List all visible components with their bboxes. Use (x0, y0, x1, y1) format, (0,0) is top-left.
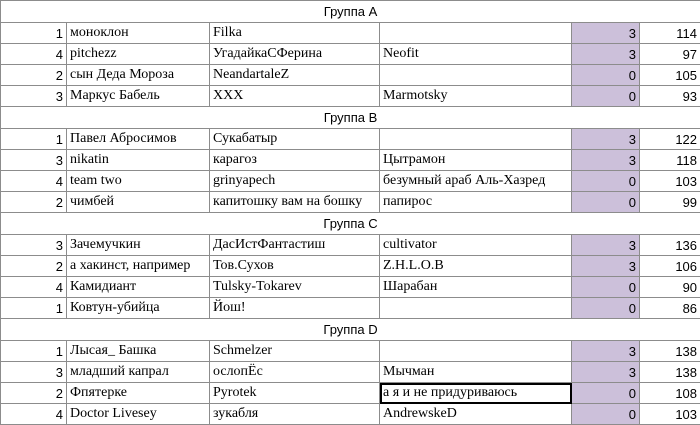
team-cell[interactable]: Doctor Livesey (67, 404, 210, 425)
player2-cell[interactable]: безумный араб Аль-Хазред (380, 171, 572, 192)
player1-cell[interactable]: ослопЁс (210, 362, 380, 383)
seed-cell[interactable]: 2 (1, 256, 67, 277)
seed-cell[interactable]: 3 (1, 150, 67, 171)
table-row (1, 404, 700, 425)
team-cell[interactable]: Павел Абросимов (67, 129, 210, 150)
total-cell[interactable]: 105 (640, 65, 700, 86)
group-header-row (1, 213, 700, 235)
table-row (1, 86, 700, 107)
table-row (1, 277, 700, 298)
seed-cell[interactable]: 2 (1, 383, 67, 404)
player2-cell[interactable]: Мычман (380, 362, 572, 383)
score-cell[interactable]: 0 (572, 404, 640, 425)
seed-cell[interactable]: 4 (1, 404, 67, 425)
table-row (1, 171, 700, 192)
table-row (1, 341, 700, 362)
score-cell[interactable]: 3 (572, 150, 640, 171)
player1-cell[interactable]: капитошку вам на бошку (210, 192, 380, 213)
table-row (1, 235, 700, 256)
group-title[interactable]: Группа В (1, 107, 700, 129)
seed-cell[interactable]: 2 (1, 192, 67, 213)
team-cell[interactable]: Лысая_ Башка (67, 341, 210, 362)
table-row (1, 362, 700, 383)
seed-cell[interactable]: 2 (1, 65, 67, 86)
team-cell[interactable]: чимбей (67, 192, 210, 213)
total-cell[interactable]: 138 (640, 341, 700, 362)
player1-cell[interactable]: Pyrotek (210, 383, 380, 404)
team-cell[interactable]: pitchezz (67, 44, 210, 65)
player2-cell[interactable] (380, 341, 572, 362)
total-cell[interactable]: 97 (640, 44, 700, 65)
player2-cell[interactable] (380, 129, 572, 150)
seed-cell[interactable]: 1 (1, 23, 67, 44)
seed-cell[interactable]: 1 (1, 129, 67, 150)
player1-cell[interactable]: Schmelzer (210, 341, 380, 362)
score-cell[interactable]: 0 (572, 192, 640, 213)
team-cell[interactable]: Маркус Бабель (67, 86, 210, 107)
group-title[interactable]: Группа D (1, 319, 700, 341)
score-cell[interactable]: 3 (572, 23, 640, 44)
score-cell[interactable]: 3 (572, 129, 640, 150)
group-title[interactable]: Группа А (1, 1, 700, 23)
player1-cell[interactable]: ДасИстФантастиш (210, 235, 380, 256)
table-row (1, 44, 700, 65)
total-cell[interactable]: 108 (640, 383, 700, 404)
score-cell[interactable]: 0 (572, 171, 640, 192)
player1-cell[interactable]: Tulsky-Tokarev (210, 277, 380, 298)
total-cell[interactable]: 106 (640, 256, 700, 277)
score-cell[interactable]: 0 (572, 277, 640, 298)
player2-cell[interactable] (380, 298, 572, 319)
score-cell[interactable]: 3 (572, 256, 640, 277)
player1-cell[interactable]: зукабля (210, 404, 380, 425)
player2-cell[interactable]: AndrewskeD (380, 404, 572, 425)
score-cell[interactable]: 0 (572, 383, 640, 404)
table-row (1, 298, 700, 319)
total-cell[interactable]: 86 (640, 298, 700, 319)
team-cell[interactable]: team two (67, 171, 210, 192)
player1-cell[interactable]: XXX (210, 86, 380, 107)
player1-cell[interactable]: grinyapech (210, 171, 380, 192)
total-cell[interactable]: 118 (640, 150, 700, 171)
team-cell[interactable]: Ковтун-убийца (67, 298, 210, 319)
table-row (1, 383, 700, 404)
player1-cell[interactable]: карагоз (210, 150, 380, 171)
player2-cell[interactable]: Шарабан (380, 277, 572, 298)
score-cell[interactable]: 3 (572, 341, 640, 362)
table-row (1, 150, 700, 171)
group-header-row (1, 1, 700, 23)
player2-cell[interactable] (380, 65, 572, 86)
seed-cell[interactable]: 3 (1, 362, 67, 383)
score-cell[interactable]: 0 (572, 86, 640, 107)
table-row (1, 65, 700, 86)
seed-cell[interactable]: 4 (1, 44, 67, 65)
table-row (1, 192, 700, 213)
total-cell[interactable]: 114 (640, 23, 700, 44)
total-cell[interactable]: 122 (640, 129, 700, 150)
total-cell[interactable]: 93 (640, 86, 700, 107)
seed-cell[interactable]: 3 (1, 235, 67, 256)
seed-cell[interactable]: 1 (1, 298, 67, 319)
player1-cell[interactable]: Filka (210, 23, 380, 44)
total-cell[interactable]: 90 (640, 277, 700, 298)
seed-cell[interactable]: 4 (1, 277, 67, 298)
total-cell[interactable]: 103 (640, 404, 700, 425)
player2-cell[interactable]: а я и не придуриваюсь (380, 383, 572, 404)
total-cell[interactable]: 99 (640, 192, 700, 213)
score-cell[interactable]: 3 (572, 44, 640, 65)
score-cell[interactable]: 0 (572, 65, 640, 86)
score-cell[interactable]: 3 (572, 362, 640, 383)
score-cell[interactable]: 0 (572, 298, 640, 319)
seed-cell[interactable]: 1 (1, 341, 67, 362)
player1-cell[interactable]: Тов.Сухов (210, 256, 380, 277)
player2-cell[interactable]: cultivator (380, 235, 572, 256)
seed-cell[interactable]: 4 (1, 171, 67, 192)
table-row (1, 256, 700, 277)
group-header-row (1, 319, 700, 341)
player1-cell[interactable]: Сукабатыр (210, 129, 380, 150)
table-row (1, 23, 700, 44)
total-cell[interactable]: 103 (640, 171, 700, 192)
player1-cell[interactable]: Йош! (210, 298, 380, 319)
group-title[interactable]: Группа С (1, 213, 700, 235)
total-cell[interactable]: 138 (640, 362, 700, 383)
player1-cell[interactable]: NeandartaleZ (210, 65, 380, 86)
team-cell[interactable]: Камидиант (67, 277, 210, 298)
group-header-row (1, 107, 700, 129)
team-cell[interactable]: Фпятерке (67, 383, 210, 404)
table-row (1, 129, 700, 150)
seed-cell[interactable]: 3 (1, 86, 67, 107)
team-cell[interactable]: Зачемучкин (67, 235, 210, 256)
player1-cell[interactable]: УгадайкаСФерина (210, 44, 380, 65)
team-cell[interactable]: а хакинст, например (67, 256, 210, 277)
player2-cell[interactable]: Marmotsky (380, 86, 572, 107)
player2-cell[interactable]: Цытрамон (380, 150, 572, 171)
score-cell[interactable]: 3 (572, 235, 640, 256)
player2-cell[interactable]: Z.H.L.O.B (380, 256, 572, 277)
team-cell[interactable]: младший капрал (67, 362, 210, 383)
player2-cell[interactable]: папирос (380, 192, 572, 213)
team-cell[interactable]: сын Деда Мороза (67, 65, 210, 86)
team-cell[interactable]: моноклон (67, 23, 210, 44)
player2-cell[interactable] (380, 23, 572, 44)
player2-cell[interactable]: Neofit (380, 44, 572, 65)
team-cell[interactable]: nikatin (67, 150, 210, 171)
total-cell[interactable]: 136 (640, 235, 700, 256)
